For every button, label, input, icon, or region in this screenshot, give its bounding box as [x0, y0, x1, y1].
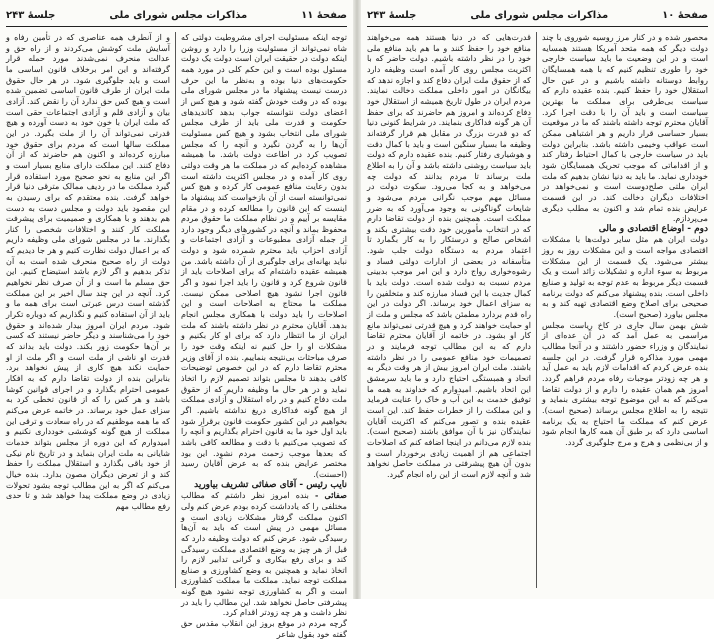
session-number: جلسهٔ ۲۴۳	[6, 9, 56, 21]
text-column-right	[181, 32, 347, 639]
paragraph	[181, 490, 347, 618]
column-divider	[536, 32, 537, 588]
right-page	[361, 0, 714, 599]
paragraph: شش بهمن سال جاری در کاخ ریاست مجلس مراسمی به عمل آمد که در آن عده‌ای از نمایندگان و وزراء حضور داشتند و در آنجا مطالب مهمی مورد مذاکره قرار گرفت. در این جلسه بنده عرض کردم که اقدامات لازم باید به عمل آید و هر چه زودتر موجبات رفاه مردم فراهم گردد. امروز هم همان عقیده را دارم و از دولت تقاضا می‌کنم که به این موضوع توجه بیشتری بنماید و نتیجه را به اطلاع مجلس برساند (صحیح است). عرض کنم که مملکت ما احتیاج به یک برنامه اساسی دارد که بر طبق آن همه کارها انجام شود و از بی‌نظمی و هرج و مرج جلوگیری گردد.	[542, 319, 708, 447]
book-gutter	[353, 0, 361, 599]
speaker-name: صفائی -	[314, 490, 347, 501]
left-page	[0, 0, 353, 639]
paragraph: قدرت‌هایی که در دنیا هستند همه می‌خواهند منافع خود را حفظ کنند و ما هم باید منافع ملی خود را در نظر داشته باشیم. دولت حاضر که با اکثریت مجلس روی کار آمده است وظیفه دارد که از حقوق ملت ایران دفاع کند و اجازه ندهد که بیگانگان در امور داخلی مملکت دخالت نمایند. مردم ایران در طول تاریخ همیشه از استقلال خود دفاع کرده‌اند و امروز هم حاضرند که برای حفظ آن هر گونه فداکاری بنمایند. در شرایط کنونی دنیا که دو قدرت بزرگ در مقابل هم قرار گرفته‌اند وظیفه ما بسیار سنگین است و باید با کمال دقت و هوشیاری رفتار کنیم. بنده عقیده دارم که دولت باید سیاست روشنی داشته باشد و آن را به اطلاع ملت برساند تا مردم بدانند که دولت چه می‌خواهد و به کجا می‌رود. سکوت دولت در مسائل مهم موجب نگرانی مردم می‌شود و شایعات گوناگونی به وجود می‌آورد که به ضرر مملکت است. همچنین بنده از دولت تقاضا دارم که در انتخاب مأمورین خود دقت بیشتری بکند و اشخاص صالح و درستکار را به کار بگمارد تا اعتماد مردم به دستگاه دولت جلب شود. متأسفانه در بعضی از ادارات دولتی فساد و رشوه‌خواری رواج دارد و این امر موجب بدبینی مردم نسبت به دولت شده است. دولت باید با کمال جدیت با این فساد مبارزه کند و متخلفین را به سزای اعمال خود برساند. اگر دولت در این راه قدم بردارد مطمئن باشد که مجلس و ملت از او حمایت خواهند کرد و هیچ قدرتی نمی‌تواند مانع کار او بشود. در خاتمه از آقایان محترم تقاضا دارم که به این مطالب توجه فرمایند و در تصمیمات خود منافع عمومی را در نظر داشته باشند. ملت ایران امروز بیش از هر وقت دیگر به اتحاد و همبستگی احتیاج دارد و ما باید سرمشق این اتحاد باشیم. امیدوارم که خداوند به همه ما توفیق خدمت به این آب و خاک را عنایت فرماید و این مملکت را از خطرات حفظ کند. این است عقیده بنده و تصور می‌کنم که اکثریت آقایان نمایندگان نیز با آن موافق باشند (صحیح است). بنده لازم می‌دانم در اینجا اضافه کنم که اصلاحات اجتماعی هم از اهمیت زیادی برخوردار است و بدون آن هیچ پیشرفتی در مملکت حاصل نخواهد شد و آنچه لازم است از این راه انجام گیرد.	[367, 32, 531, 479]
section-heading: نایب رئیس - آقای صفائی تشریف بیاورید	[194, 479, 347, 490]
page-number: صفحهٔ ۱۱	[301, 9, 347, 21]
journal-title: مذاکرات مجلس شورای ملی	[470, 9, 609, 21]
paragraph: و از آنطرف همه عناصری که در تأمین رفاه و آسایش ملت کوشش می‌کردند و از راه حق و عدالت منحرف نمی‌شدند مورد حمله قرار گرفته‌اند و این امر برخلاف قانون اساسی ما است و باید جلوگیری شود. در هر حال حقوق ملت ایران از طرف قانون اساسی تضمین شده است و هیچ کس حق ندارد آن را نقض کند. آزادی بیان و آزادی قلم و آزادی اجتماعات حقی است که ملت ایران با خون خود به دست آورده و هیچ قدرتی نمی‌تواند آن را از ملت بگیرد. در این مملکت سالها است که مردم برای حقوق خود مبارزه کرده‌اند و اکنون هم حاضرند که از آن دفاع کنند. این مملکت دارای منابع بسیار است و اگر این منابع به نحو صحیح مورد استفاده قرار گیرد مملکت ما در ردیف ممالک مترقی دنیا قرار خواهد گرفت. بنده معتقدم که برای رسیدن به این مقصود باید دولت و مجلس دست به دست هم بدهند و با همکاری و صمیمیت برای پیشرفت مملکت کار کنند و اختلافات شخصی را کنار بگذارند. ما در مجلس شورای ملی وظیفه داریم که بر اعمال دولت نظارت کنیم و هر جا دیدیم که دولت از راه صحیح منحرف شده است به آن تذکر بدهیم و اگر لازم باشد استیضاح کنیم. این حق مسلم ما است و از آن صرف نظر نخواهیم کرد. آنچه در این چند سال اخیر بر این مملکت گذشته است درس عبرتی است برای همه ما و باید از آن استفاده کنیم و نگذاریم که دوباره تکرار شود. مردم ایران امروز بیدار شده‌اند و حقوق خود را می‌شناسند و دیگر حاضر نیستند که کسی بر آن‌ها حکومت زور بکند. دولت باید بداند که قدرت او ناشی از ملت است و اگر ملت از او حمایت نکند هیچ کاری از پیش نخواهد برد. بنابراین بنده از دولت تقاضا دارم که به افکار عمومی احترام بگذارد و در اجرای قوانین کوشا باشد و هر کس را که از قانون تخطی کرد به سزای عمل خود برساند. در خاتمه عرض می‌کنم که ما همه موظفیم که در راه سعادت و ترقی این مملکت از هیچ گونه کوششی خودداری نکنیم و امیدوارم که این دوره از مجلس بتواند خدمات شایانی به ملت ایران بنماید و در تاریخ نام نیکی از خود باقی بگذارد و استقلال مملکت را حفظ کند و از تعرض دیگران مصون بدارد. بنده خیال می‌کنم که اگر به این مطالب توجه بشود تحولات زیادی در وضع مملکت پیدا خواهد شد و تا حدی رفع مطالب مهم	[6, 32, 170, 511]
paragraph: دولت ایران هم مثل سایر دولت‌ها با مشکلات اقتصادی مواجه است و این مشکلات روز به روز بیشتر می‌شود. یک قسمت از این مشکلات مربوط به سوء اداره و تشکیلات زائد است و یک قسمت دیگر مربوط به عدم توجه به تولید و صنایع داخلی است. بنده پیشنهاد می‌کنم که دولت برنامه صحیحی برای اصلاح وضع اقتصادی تهیه کند و به مجلس بیاورد (صحیح است).	[542, 234, 708, 320]
text-column-left	[6, 32, 170, 592]
paragraph: گرچه مردم در موقع بروز این انقلاب مقدس حق گفته خود بقول شاعر	[181, 618, 347, 639]
text-column-right	[542, 32, 708, 592]
journal-title: مذاکرات مجلس شورای ملی	[109, 9, 248, 21]
session-number: جلسهٔ ۲۴۳	[367, 9, 417, 21]
page-header	[6, 4, 347, 27]
column-divider	[175, 32, 176, 588]
section-heading: دوم - اوضاع اقتصادی و مالی	[598, 223, 708, 234]
paragraph: محصور شده و در کنار مرز روسیه شوروی با چند دولت دیگر که همه متحد آمریکا هستند همسایه است و در این وضعیت ما باید سیاست خارجی خود را طوری تنظیم کنیم که با همه همسایگان روابط دوستانه داشته باشیم و در عین حال استقلال خود را حفظ کنیم. بنده عقیده دارم که سیاست بی‌طرفی برای مملکت ما بهترین سیاست است و باید آن را با دقت اجرا کرد. آقایان محترم توجه داشته باشند که ما در موقعیت بسیار حساسی قرار داریم و هر اشتباهی ممکن است عواقب وخیمی داشته باشد. بنابراین دولت باید در سیاست خارجی با کمال احتیاط رفتار کند و از اقداماتی که موجب تحریک همسایگان شود خودداری نماید. ما باید به دنیا نشان بدهیم که ملت ایران ملتی صلح‌دوست است و نمی‌خواهد در اختلافات دیگران دخالت کند. در این قسمت عرایض بنده تمام شد و اکنون به مطلب دیگری می‌پردازم.	[542, 32, 708, 224]
page-header	[367, 4, 708, 27]
text-column-left	[367, 32, 531, 592]
speech-text: بنده امروز نظر داشتم که مطالب مختلفی را که یادداشت کرده بودم عرض کنم ولی اکنون مملکت گرفتار مشکلات زیادی است و مسائل مهمی در پیش است که باید به آن‌ها رسیدگی شود. عرض کنم که دولت وظیفه دارد که قبل از هر چیز به وضع اقتصادی مملکت رسیدگی کند و برای رفع بیکاری و گرانی تدابیر لازم را اتخاذ نماید و همچنین به وضع کشاورزی و صنایع مملکت توجه نماید. مملکت ما مملکت کشاورزی است و اگر به کشاورزی توجه نشود هیچ گونه پیشرفتی حاصل نخواهد شد. این مطالب را باید در نظر داشت و هر چه زودتر اقدام کرد.	[181, 490, 347, 618]
page-number: صفحهٔ ۱۰	[662, 9, 708, 21]
paragraph: توجه اینکه مسئولیت اجرای مشروطیت دولتی که شاه نمی‌تواند از مسئولیت وزرا را دارد و روشن اینکه دولت در حقیقت ایران است دولت یک دولت مسئول بوده است و این حکم کلی در مورد همه حکومت‌های دنیا بوده و به‌نظر ما این حرف درست نیست پیشنهاد ما در مجلس شورای ملی بوده که در وقت خودش گفته شود و هیچ کس از اعضای دولت نتوانسته جواب بدهد کاندیدهای حکومت و قدرت ملی باید از طرف مجلس شورای ملی انتخاب بشود و هیچ کس مسئولیت آن‌ها را به گردن نگیرد و آنچه را که مجلس تصویب کرد در اطاعت دولت باشد. ما همیشه مشاهده کرده‌ایم که در مملکت ما هر وقت دولتی روی کار آمده و در مجلس اکثریت داشته است بدون رعایت منافع عمومی کار کرده و هیچ کس نمی‌توانسته است از آن بازخواست کند پیشنهاد ما اینست که این قانون را مطالعه کرده و در مقام مقایسه بر آییم و در نظام مملکت ما حقوق مردم محفوظ بماند و آنچه در کشورهای دیگر وجود دارد از جمله آزادی مطبوعات و آزادی اجتماعات و آزادی احزاب باید محترم شمرده شود و دولت نباید بهانه‌ای برای جلوگیری از آن داشته باشد. من همیشه عقیده داشته‌ام که برای اصلاحات باید از قانون شروع کرد و قانون را باید اجرا نمود و اگر قانون اجرا نشود هیچ اصلاحی ممکن نیست. مملکت ما محتاج به اصلاحات است و این اصلاحات را باید دولت با همکاری مجلس انجام بدهد. آقایان محترم در نظر داشته باشند که ملت ایران از ما انتظار دارد که برای او کار بکنیم و مشکلات او را حل کنیم نه اینکه وقت خود را صرف مباحثات بی‌نتیجه بنماییم. بنده از آقای وزیر محترم تقاضا دارم که در این خصوص توضیحات کافی بدهند تا مجلس بتواند تصمیم لازم را اتخاذ نماید و در هر حال ما وظیفه داریم که از حقوق ملت دفاع کنیم و در راه استقلال و آزادی مملکت از هیچ گونه فداکاری دریغ نداشته باشیم. اگر بخواهیم در این کشور حکومت قانون برقرار شود باید اول خود ما به قانون احترام بگذاریم و آنچه را که تصویب می‌کنیم با دقت و مطالعه کافی باشد که بعدها موجب زحمت مردم نشود. این بود مختصر عرایض بنده که به عرض آقایان رسید (احسنت).	[181, 32, 347, 479]
